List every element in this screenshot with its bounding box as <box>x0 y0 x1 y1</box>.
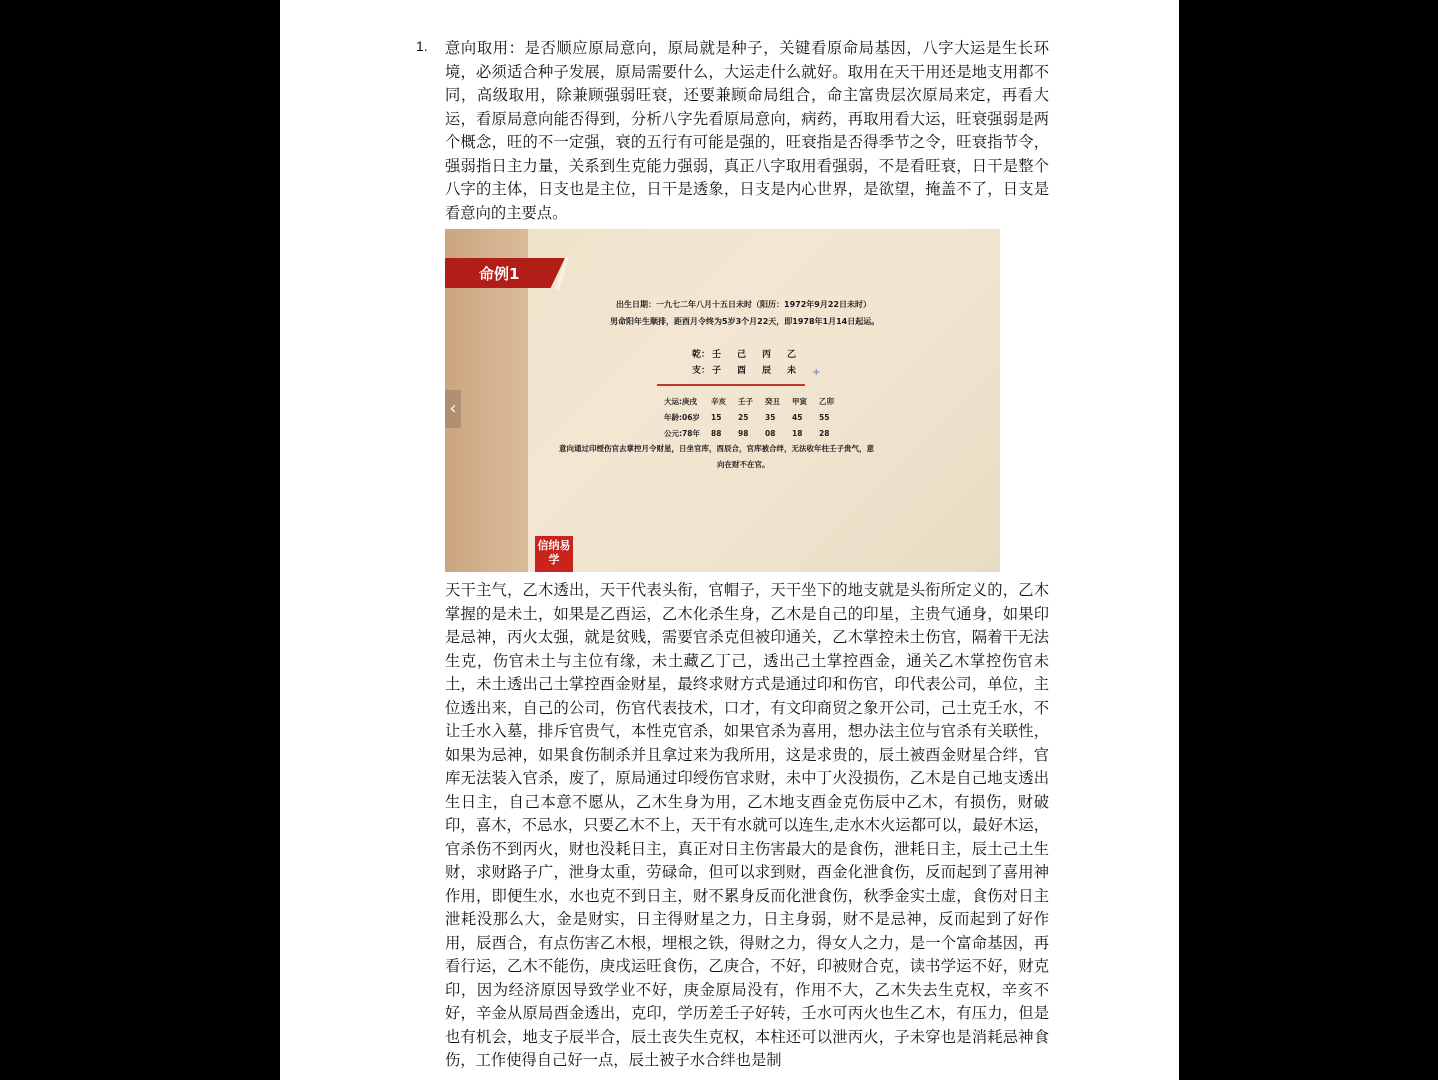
paragraph-intent: 意向取用：是否顺应原局意向，原局就是种子，关键看原命局基因，八字大运是生长环境，必须适合种子发展，原局需要什么，大运走什么就好。取用在天干用还是地支用都不同，高级取用，除兼顾强弱旺衰，还要兼顾命局组合，命主富贵层次原局来定，再看大运，看原局意向能否得到，分析八字先看原局意向，病药，再取用看大运，旺衰强弱是两个概念，旺的不一定强，衰的五行有可能是强的，旺衰指是否得季节之令，旺衰指节令，强弱指日主力量，关系到生克能力强弱，真正八字取用看强弱，不是看旺衰，日干是整个八字的主体，日支也是主位，日干是透象，日支是内心世界，是欲望，掩盖不了，日支是看意向的主要点。 <box>445 39 1049 222</box>
slide-title: 命例1 <box>479 265 520 283</box>
slide-luck-start: 男命阳年生顺排，距酉月令终为5岁3个月22天，即1978年1月14日起运。 <box>610 317 880 326</box>
embedded-slide-image <box>445 229 1000 572</box>
slide-heavenly-stems: 乾： 壬 己 丙 乙 <box>692 350 797 360</box>
chevron-left-icon[interactable]: ‹ <box>445 390 461 428</box>
divider <box>657 384 805 386</box>
slide-note-continued: 向在财不在官。 <box>717 460 770 469</box>
slide-earthly-branches: 支： 子 酉 辰 未 <box>692 366 797 376</box>
document-page <box>280 0 1179 1080</box>
brand-logo: 信纳易学 <box>535 536 573 572</box>
slide-age-row: 年龄:06岁 15 25 35 45 55 <box>664 413 830 422</box>
paragraph-analysis: 天干主气，乙木透出，天干代表头衔，官帽子，天干坐下的地支就是头衔所定义的，乙木掌握的是未土，如果是乙酉运，乙木化杀生身，乙木是自己的印星，主贵气通身，如果印是忌神，丙火太强，就是贫贱，需要官杀克但被印通关，乙木掌控未土伤官，隔着干无法生克，伤官未土与主位有缘，未土藏乙丁己，透出己土掌控酉金，通关乙木掌控伤官未土，未土透出己土掌控酉金财星，最终求财方式是通过印和伤官，印代表公司，单位，主位透出来，自己的公司，伤官代表技术，口才，有文印商贸之象开公司，己土克壬水，不让壬水入墓，排斥官贵气，本性克官杀，如果官杀为喜用，想办法主位与官杀有关联性，如果为忌神，如果食伤制杀并且拿过来为我所用，这是求贵的，辰土被酉金财星合绊，官库无法装入官杀，废了，原局通过印绶伤官求财，未中丁火没损伤，乙木是自己地支透出生日主，自己本意不愿从，乙木生身为用，乙木地支酉金克伤辰中乙木，有损伤，财破印，喜木，不忌水，只要乙木不上，天干有水就可以连生,走水木火运都可以，最好木运，官杀伤不到丙火，财也没耗日主，真正对日主伤害最大的是食伤，泄耗日主，辰土己土生财，求财路子广，泄身太重，劳碌命，但可以求到财，酉金化泄食伤，反而起到了喜用神作用，即便生水，水也克不到日主，财不累身反而化泄食伤，秋季金实土虚，食伤对日主泄耗没那么大，金是财实，日主得财星之力，日主身弱，财不是忌神，反而起到了好作用，辰酉合，有点伤害乙木根，埋根之铁，得财之力，得女人之力，是一个富命基因，再看行运，乙木不能伤，庚戌运旺食伤，乙庚合，不好，印被财合克，读书学运不好，财克印，因为经济原因导致学业不好，庚金原局没有，作用不大，乙木失去生克权，辛亥不好，辛金从原局酉金透出，克印，学历差壬子好转，壬水可丙火也生乙木，有压力，但是也有机会，地支子辰半合，辰土丧失生克权，本柱还可以泄丙火，子未穿也是消耗忌神食伤，工作使得自己好一点，辰土被子水合绊也是制 <box>445 581 1049 1069</box>
slide-year-row: 公元:78年 88 98 08 18 28 <box>664 429 830 438</box>
plus-icon: + <box>812 367 821 378</box>
slide-note: 意向通过印绶伤官去掌控月令财星，日坐官库，酉辰合，官库被合绊，无法收年柱壬子贵气，意 <box>559 444 874 453</box>
list-number: 1. <box>416 38 428 54</box>
slide-luck-row: 大运:庚戌 辛亥 壬子 癸丑 甲寅 乙卯 <box>664 397 834 406</box>
slide-birth-date: 出生日期：一九七二年八月十五日未时（阳历：1972年9月22日未时） <box>616 300 871 309</box>
